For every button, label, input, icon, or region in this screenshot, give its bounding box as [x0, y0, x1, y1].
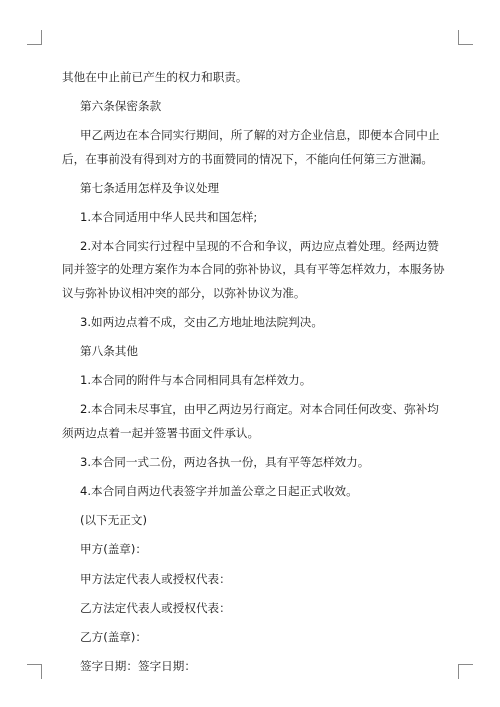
clause-8-4: 4.本合同自两边代表签字并加盖公章之日起正式收效。 [80, 484, 358, 499]
section-heading-confidentiality: 第六条保密条款 [80, 99, 162, 114]
signing-date-line: 签字日期：签字日期： [80, 659, 196, 674]
crop-mark-top-right [458, 30, 473, 45]
section-heading-other: 第八条其他 [80, 344, 138, 359]
no-further-text-note: (以下无正文) [80, 513, 148, 528]
section-heading-dispute: 第七条适用怎样及争议处理 [80, 180, 220, 195]
crop-mark-bottom-right [458, 664, 473, 679]
party-b-seal-line: 乙方(盖章)： [80, 630, 148, 645]
clause-7-3: 3.如两边点着不成，交由乙方地址地法院判决。 [80, 314, 323, 329]
clause-7-2: 2.对本合同实行过程中呈现的不合和争议，两边应点着处理。经两边赞同并签字的处理方案作为本合同的弥补协议，具有平等怎样效力，本服务协议与弥补协议相冲突的部分，以弥补协议为准。 [62, 239, 445, 300]
document-body [62, 66, 450, 684]
clause-8-2: 2.本合同未尽事宜，由甲乙两边另行商定。对本合同任何改变、弥补均须两边点着一起并签署书面文件承认。 [62, 402, 439, 440]
paragraph-confidentiality: 甲乙两边在本合同实行期间，所了解的对方企业信息，即便本合同中止后，在事前没有得到对方的书面赞同的情况下，不能向任何第三方泄漏。 [62, 128, 440, 166]
clause-8-3: 3.本合同一式二份，两边各执一份，具有平等怎样效力。 [80, 454, 370, 469]
party-b-representative-line: 乙方法定代表人或授权代表： [80, 600, 231, 615]
party-a-seal-line: 甲方(盖章)： [80, 542, 148, 557]
paragraph-continuation: 其他在中止前已产生的权力和职责。 [62, 70, 248, 84]
crop-mark-bottom-left [27, 664, 42, 679]
clause-7-1: 1.本合同适用中华人民共和国怎样; [80, 210, 258, 225]
party-a-representative-line: 甲方法定代表人或授权代表： [80, 571, 231, 586]
clause-8-1: 1.本合同的附件与本合同相同具有怎样效力。 [80, 373, 312, 388]
crop-mark-top-left [27, 30, 42, 45]
